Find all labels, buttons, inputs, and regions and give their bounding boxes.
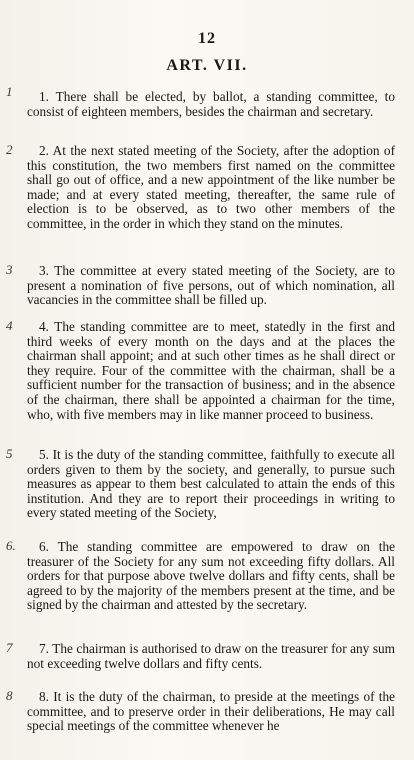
section-text: It is the duty of the chairman, to preside at the meetings of the committee, and to preserve order in their deliberations, He may call special meetings of the committee whenever he [27,689,395,734]
section-number: 1. [39,89,49,104]
section-text: The chairman is authorised to draw on the treasurer for any sum not exceeding twelve dollars and fifty cents. [27,641,395,671]
section-8 [27,690,395,734]
page-number: 12 [198,30,216,47]
section-number: 6. [39,539,49,554]
section-text: There shall be elected, by ballot, a standing committee, to consist of eighteen members, besides the chairman and secretary. [27,89,395,119]
section-1 [27,90,395,119]
margin-mark-8: 8 [6,688,13,703]
section-text: The standing committee are to meet, statedly in the first and third weeks of every month on the days and at the places the chairman shall appoint; and at such other times as he shall direct or they require. Four of the committee with the chairman, shall be a sufficient number for the transaction of business; and in the absence of the chairman, there shall be appointed a chairman for the time, who, with five members may in like manner proceed to business. [27,319,395,422]
section-2 [27,144,395,232]
section-7 [27,642,395,671]
section-4 [27,320,395,422]
section-text: The committee at every stated meeting of the Society, are to present a nomination of five persons, out of which nomination, all vacancies in the committee shall be filled up. [27,263,396,308]
margin-mark-5: 5 [6,446,13,461]
section-number: 3. [39,263,49,278]
margin-mark-1: 1 [6,84,13,99]
margin-mark-2: 2 [6,142,13,157]
margin-mark-6: 6. [6,538,16,553]
margin-mark-7: 7 [6,640,13,655]
section-3 [27,264,395,308]
margin-mark-3: 3 [6,262,13,277]
section-6 [27,540,395,613]
section-number: 5. [39,447,49,462]
section-text: The standing committee are empowered to draw on the treasurer of the Society for any sum not exceeding fifty dollars. All orders for that purpose above twelve dollars and fifty cents, shall be agreed to by the majority of the members present at the time, and be signed by the chairman and attested by the secretary. [27,539,395,613]
section-number: 2. [39,143,49,158]
section-number: 8. [39,689,49,704]
section-text: At the next stated meeting of the Society, after the adoption of this constitution, the two members first named on the committee shall go out of office, and a new appointment of the like number be made; and at every stated meeting, thereafter, the same rule of election is to be observed, as to two other members of the committee, in the order in which they stand on the minutes. [27,143,395,231]
margin-mark-4: 4 [6,318,13,333]
section-number: 7. [39,641,49,656]
section-5 [27,448,395,521]
section-number: 4. [39,319,49,334]
section-text: It is the duty of the standing committee, faithfully to execute all orders given to them by the society, and generally, to pursue such measures as appear to them best calculated to attain the ends of this institution. And they are to report their proceedings in writing to every stated meeting of the Society, [27,447,395,521]
article-heading: ART. VII. [166,57,248,74]
